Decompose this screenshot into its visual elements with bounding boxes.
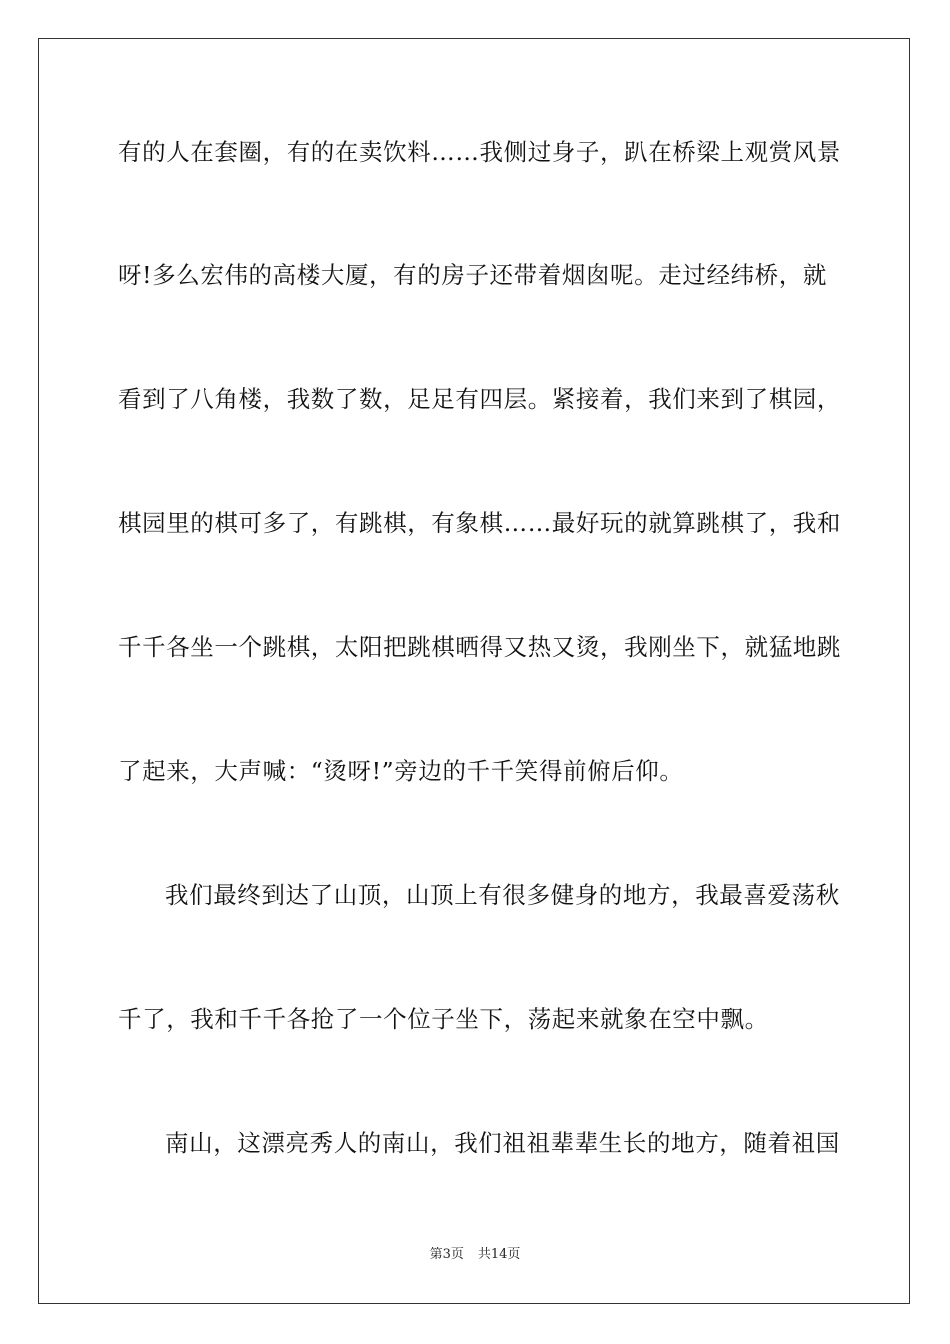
paragraph-line: 千了，我和千千各抢了一个位子坐下，荡起来就象在空中飘。 <box>118 1005 769 1033</box>
paragraph-line: 千千各坐一个跳棋，太阳把跳棋晒得又热又烫，我刚坐下，就猛地跳 <box>118 633 841 661</box>
paragraph-line: 有的人在套圈，有的在卖饮料……我侧过身子，趴在桥梁上观赏风景 <box>118 138 841 166</box>
page-frame <box>38 38 910 1304</box>
page-footer <box>0 1247 950 1263</box>
paragraph-line: 了起来，大声喊：“烫呀!”旁边的千千笑得前俯后仰。 <box>118 757 684 785</box>
paragraph-line: 南山，这漂亮秀人的南山，我们祖祖辈辈生长的地方，随着祖国 <box>165 1129 840 1157</box>
paragraph-line: 看到了八角楼，我数了数，足足有四层。紧接着，我们来到了棋园， <box>118 385 841 413</box>
paragraph-line: 呀!多么宏伟的高楼大厦，有的房子还带着烟囱呢。走过经纬桥，就 <box>118 261 827 289</box>
page-total: 共14页 <box>477 1247 521 1262</box>
page-number: 第3页 <box>429 1247 464 1262</box>
paragraph-line: 我们最终到达了山顶，山顶上有很多健身的地方，我最喜爱荡秋 <box>165 881 840 909</box>
paragraph-line: 棋园里的棋可多了，有跳棋，有象棋……最好玩的就算跳棋了，我和 <box>118 509 841 537</box>
